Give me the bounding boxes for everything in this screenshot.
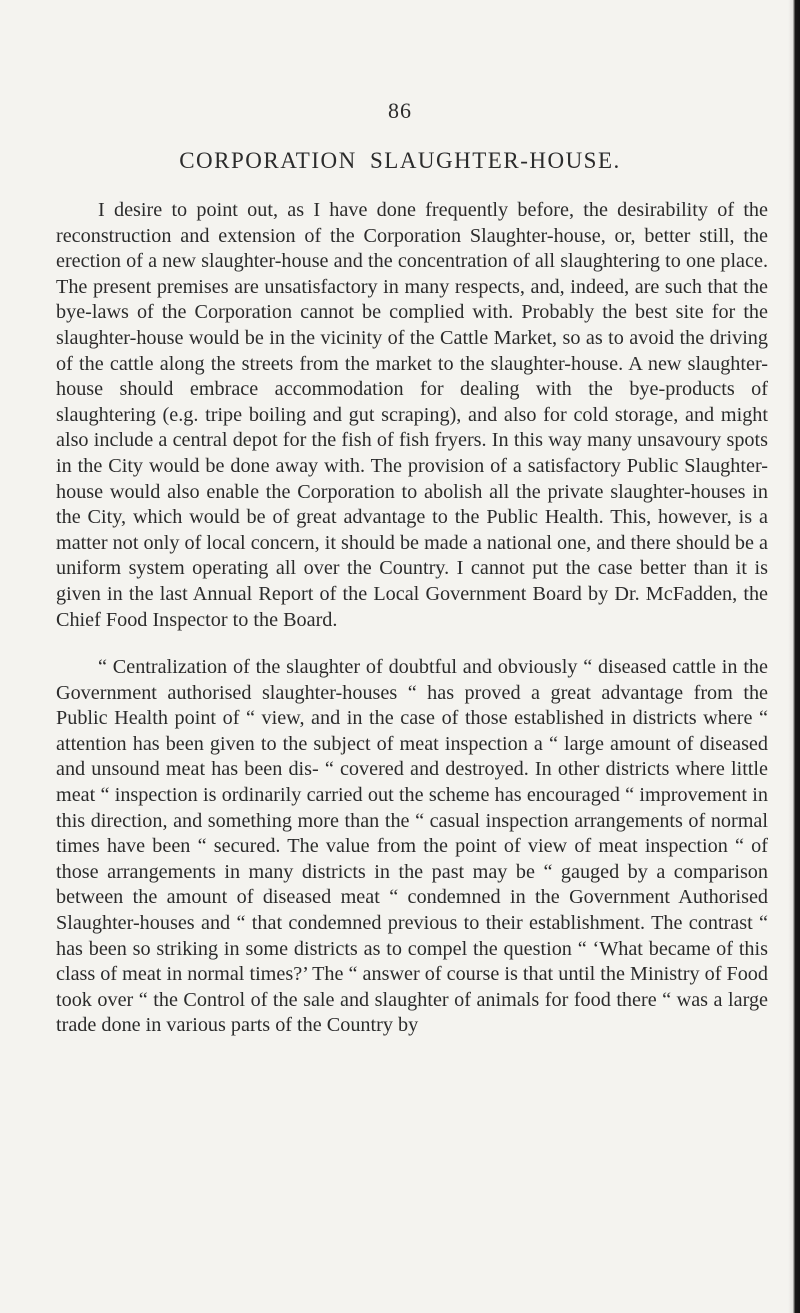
paragraph-quotation: “ Centralization of the slaughter of doubtful and obviously “ diseased cattle in the Government authorised slaughter-houses “ has proved a great advantage from the Public Health point of “ view, and in the case of those established in districts where “ attention has been given to the subject of meat inspection a “ large amount of diseased and unsound meat has been dis- “ covered and destroyed. In other districts where little meat “ inspection is ordinarily carried out the scheme has encouraged “ improvement in this direction, and something more than the “ casual inspection arrangements of normal times have been “ secured. The value from the point of view of meat inspection “ of those arrangements in many districts in the past may be “ gauged by a comparison between the amount of diseased meat “ condemned in the Government Authorised Slaughter-houses and “ that condemned previous to their establishment. The contrast “ has been so striking in some districts as to compel the question “ ‘What became of this class of meat in normal times?’ The “ answer of course is that until the Ministry of Food took over “ the Control of the sale and slaughter of animals for food there “ was a large trade done in various parts of the Country by xyxy=(56,656,768,1037)
page-title: CORPORATION SLAUGHTER-HOUSE. xyxy=(179,148,621,173)
paragraph-intro: I desire to point out, as I have done frequently before, the desirability of the reconstruction and extension of the Corporation Slaughter-house, or, better still, the erection of a new slaughter-house and the concentration of all slaughtering to one place. The present premises are unsatisfactory in many respects, and, indeed, are such that the bye-laws of the Corporation cannot be complied with. Probably the best site for the slaughter-house would be in the vicinity of the Cattle Market, so as to avoid the driving of the cattle along the streets from the market to the slaughter-house. A new slaughter-house should embrace accommodation for dealing with the bye-products of slaughtering (e.g. tripe boiling and gut scraping), and also for cold storage, and might also include a central depot for the fish of fish fryers. In this way many unsavoury spots in the City would be done away with. The provision of a satisfactory Public Slaughter-house would also enable the Corporation to abolish all the private slaughter-houses in the City, which would be of great advantage to the Public Health. This, however, is a matter not only of local concern, it should be made a national one, and there should be a uniform system operating all over the Country. I cannot put the case better than it is given in the last Annual Report of the Local Government Board by Dr. McFadden, the Chief Food Inspector to the Board. xyxy=(56,199,768,631)
page-number: 86 xyxy=(388,98,412,123)
body-text xyxy=(56,198,768,1039)
page-edge-shadow xyxy=(788,0,800,1313)
